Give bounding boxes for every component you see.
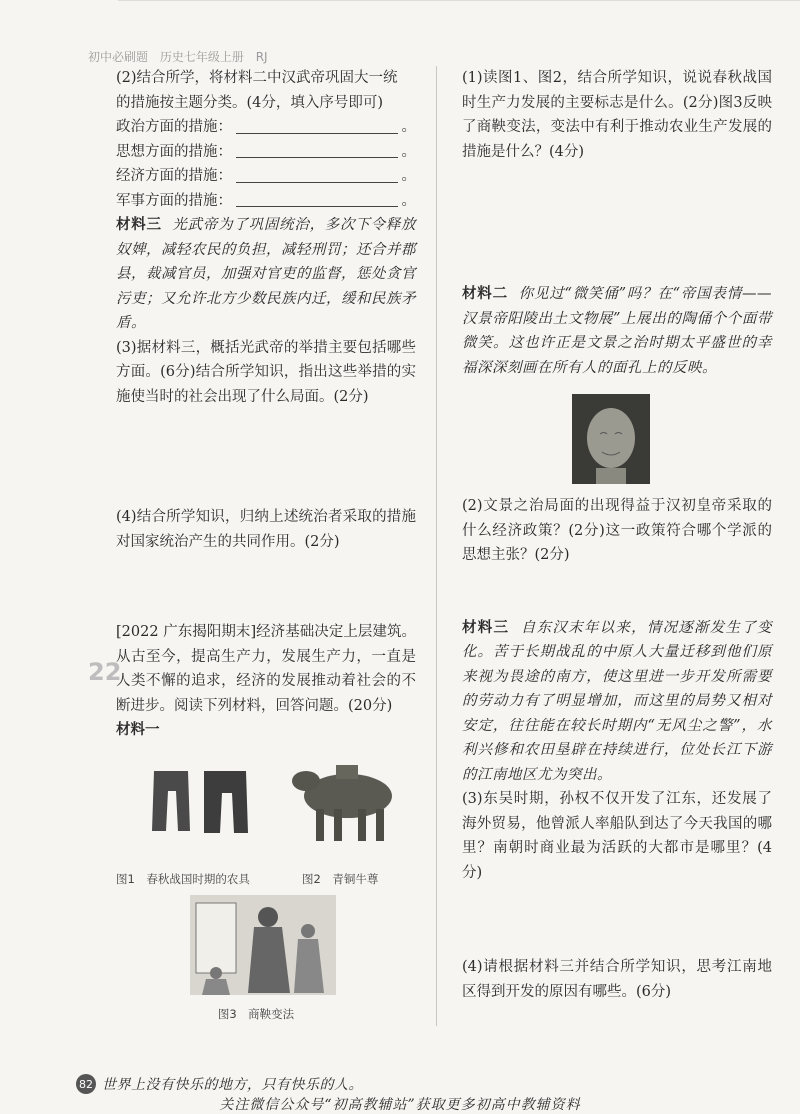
fill-ideology[interactable]: [116, 140, 416, 165]
q2-line1: (2)结合所学，将材料二中汉武帝巩固大一统: [116, 70, 398, 86]
material-3-right: [462, 616, 772, 788]
answer-space[interactable]: [116, 409, 416, 505]
column-divider: [436, 66, 437, 1026]
shang-yang-reform-image: [190, 895, 336, 995]
material-text: 光武帝为了巩固统治，多次下令释放奴婢，减轻农民的负担，减轻刑罚；还合并郡县，裁减官员，加强对官吏的监督，惩处贪官污吏；又允许北方少数民族内迁，缓和民族矛盾。: [116, 217, 417, 331]
q2-line2: 的措施按主题分类。(4分，填入序号即可): [116, 94, 384, 111]
material-2: [462, 282, 772, 380]
question-3-right: (3)东吴时期，孙权不仅开发了江东，还发展了海外贸易，他曾派人率船队到达了今天我国的哪里？南朝时商业最为活跃的大都市是哪里？(4分): [462, 791, 772, 881]
question-3-left: (3)据材料三，概括光武帝的举措主要包括哪些方面。(6分)结合所学知识，指出这些举措的实施使当时的社会出现了什么局面。(2分): [116, 339, 416, 405]
material-1-label: 材料一: [116, 721, 160, 738]
left-column: [116, 66, 416, 1022]
answer-space[interactable]: [462, 164, 772, 282]
header-book: 历史七年级上册: [159, 50, 244, 64]
fill-label: 政治方面的措施：: [116, 119, 232, 135]
answer-line: [236, 132, 398, 134]
answer-line: [236, 205, 398, 207]
question-4-right: (4)请根据材料三并结合所学知识，思考江南地区得到开发的原因有哪些。(6分): [462, 959, 772, 1000]
figure-1-caption: 图1 春秋战国时期的农具: [116, 871, 250, 886]
question-22-text: 经济基础决定上层建筑。从古至今，提高生产力，发展生产力，一直是人类不懈的追求，经济的发展推动着社会的不断进步。阅读下列材料，回答问题。(20分): [116, 624, 416, 714]
material-text: 你见过“微笑俑”吗？在“帝国表情——汉景帝阳陵出土文物展”上展出的陶俑个个面带微笑。这也许正是文景之治时期太平盛世的幸福深深刻画在所有人的面孔上的反映。: [462, 286, 773, 376]
fill-end: 。: [401, 143, 416, 160]
question-2-right: (2)文景之治局面的出现得益于汉初皇帝采取的什么经济政策？(2分)这一政策符合哪个学派的思想主张？(2分): [462, 498, 772, 563]
figure-3-caption-wrap: [96, 1003, 416, 1022]
question-1-right: (1)读图1、图2，结合所学知识，说说春秋战国时生产力发展的主要标志是什么。(2分)图3反映了商鞅变法，变法中有利于推动农业生产发展的措施是什么？(4分): [462, 70, 772, 160]
fill-label: 军事方面的措施：: [116, 192, 232, 209]
figure-2-caption: 图2 青铜牛尊: [302, 871, 379, 886]
page-footer: [76, 1074, 363, 1094]
header-series: 初中必刷题: [88, 50, 149, 64]
smiling-figurine-image: [572, 394, 650, 484]
fill-label: 经济方面的措施：: [116, 168, 232, 184]
question-22: [2022 广东揭阳期末]经济基础决定上层建筑。从古至今，提高生产力，发展生产力，一直是人类不懈的追求，经济的发展推动着社会的不断进步。阅读下列材料，回答问题。(20分): [116, 624, 416, 714]
material-label: 材料二: [462, 285, 508, 302]
fill-end: 。: [401, 192, 416, 209]
fill-military[interactable]: [116, 189, 416, 214]
page-header: [88, 48, 276, 65]
material-3-left: [116, 213, 416, 336]
figure-3-caption: 图3 商鞅变法: [217, 1006, 295, 1021]
answer-space[interactable]: [462, 885, 772, 955]
footer-motto: 世界上没有快乐的地方，只有快乐的人。: [102, 1077, 363, 1093]
question-4-left: (4)结合所学知识，归纳上述统治者采取的措施对国家统治产生的共同作用。(2分): [116, 509, 416, 550]
fill-economy[interactable]: [116, 164, 416, 189]
material-label: 材料三: [462, 618, 510, 636]
bronze-ox-zun-image: [286, 751, 406, 846]
fill-political[interactable]: [116, 115, 416, 140]
figure-captions: [116, 871, 416, 889]
footer-notice: 关注微信公众号“初高教辅站”获取更多初高中教辅资料: [219, 1097, 581, 1113]
top-edge: [118, 0, 800, 11]
answer-line: [236, 156, 398, 158]
header-edition: RJ: [255, 50, 268, 64]
fill-end: 。: [401, 168, 416, 184]
question-source-tag: 2022 广东揭阳期末: [121, 624, 251, 640]
question-22-number: 22: [88, 658, 122, 686]
answer-line: [236, 181, 398, 183]
answer-space[interactable]: [462, 568, 772, 616]
fill-label: 思想方面的措施：: [116, 143, 232, 160]
fill-end: 。: [401, 119, 416, 135]
material-text: 自东汉末年以来，情况逐渐发生了变化。苦于长期战乱的中原人大量迁移到他们原来视为畏途的南方，使这里进一步开发所需要的劳动力有了明显增加，而这里的局势又相对安定，往往能在较长时期内“无风尘之警”，水利兴修和农田垦辟在持续进行，位处长江下游的江南地区尤为突出。: [462, 619, 773, 783]
page-number: 82: [76, 1074, 96, 1094]
material-label: 材料三: [116, 216, 162, 233]
farm-tools-image: [146, 761, 256, 841]
right-column: [462, 66, 772, 1004]
figure-row: [116, 751, 416, 871]
